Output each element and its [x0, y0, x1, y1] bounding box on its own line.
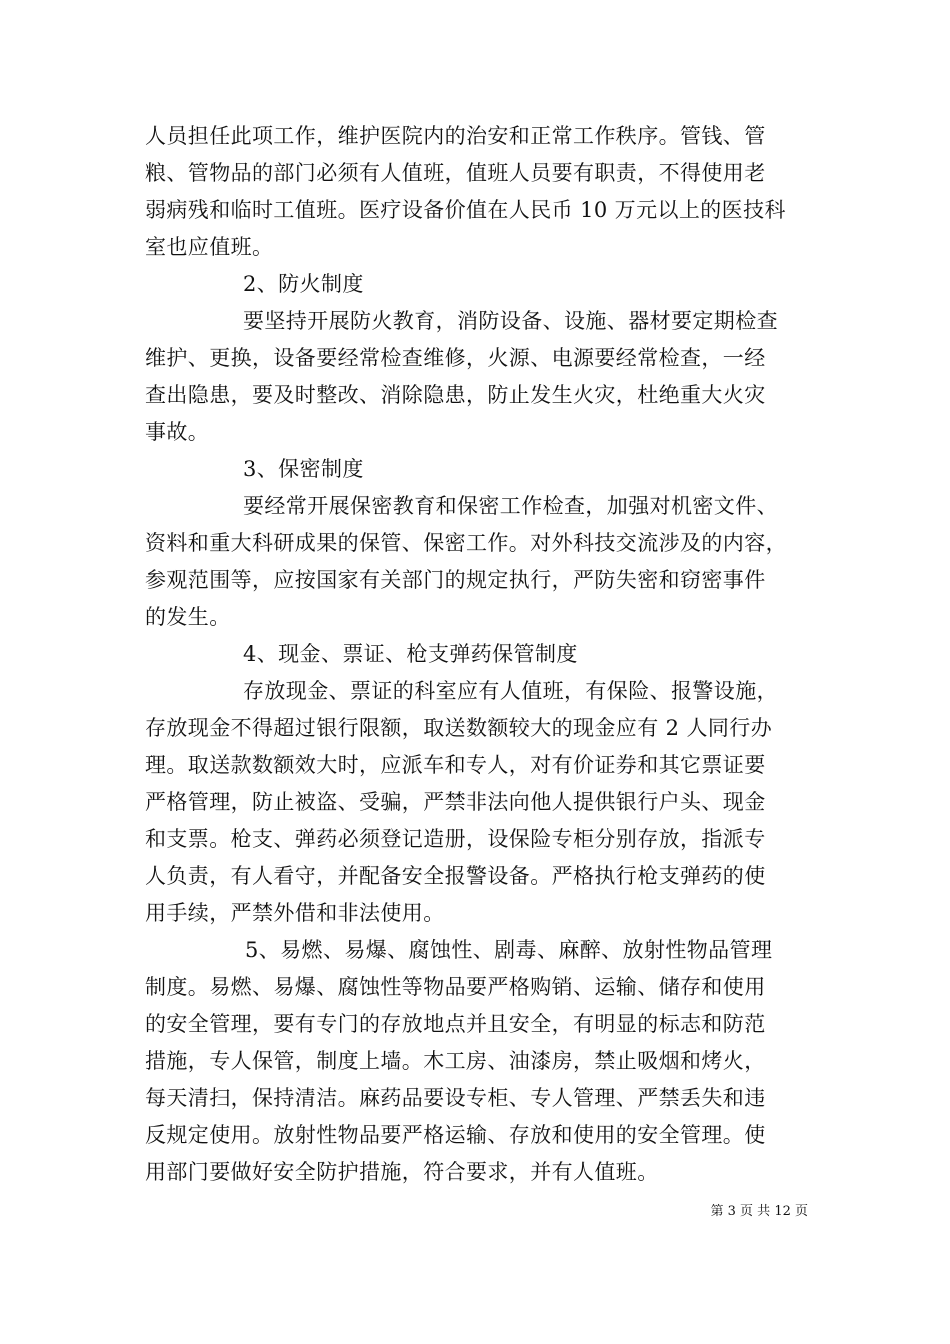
section-heading-hazardous: 5、易燃、易爆、腐蚀性、剧毒、麻醉、放射性物品管理	[245, 938, 773, 962]
body-line: 存放现金、票证的科室应有人值班，有保险、报警设施，	[243, 679, 778, 703]
body-line: 理。取送款数额效大时，应派车和专人，对有价证券和其它票证要	[145, 753, 766, 777]
body-line: 的发生。	[145, 605, 231, 629]
body-line: 事故。	[145, 420, 210, 444]
body-line: 的安全管理，要有专门的存放地点并且安全，有明显的标志和防范	[145, 1012, 766, 1036]
body-line: 每天清扫，保持清洁。麻药品要设专柜、专人管理、严禁丢失和违	[145, 1086, 766, 1110]
body-line: 粮、管物品的部门必须有人值班，值班人员要有职责，不得使用老	[145, 161, 766, 185]
body-line: 维护、更换，设备要经常检查维修，火源、电源要经常检查，一经	[145, 346, 766, 370]
body-line: 制度。易燃、易爆、腐蚀性等物品要严格购销、运输、储存和使用	[145, 975, 766, 999]
section-heading-fire: 2、防火制度	[243, 272, 364, 296]
body-line: 参观范围等，应按国家有关部门的规定执行，严防失密和窃密事件	[145, 568, 766, 592]
body-line: 资料和重大科研成果的保管、保密工作。对外科技交流涉及的内容，	[145, 531, 787, 555]
section-heading-cash: 4、现金、票证、枪支弹药保管制度	[243, 642, 578, 666]
body-line: 存放现金不得超过银行限额，取送数额较大的现金应有 2 人同行办	[145, 716, 773, 740]
body-line: 措施，专人保管，制度上墙。木工房、油漆房，禁止吸烟和烤火，	[145, 1049, 766, 1073]
body-line: 严格管理，防止被盗、受骗，严禁非法向他人提供银行户头、现金	[145, 790, 766, 814]
page-number: 第 3 页 共 12 页	[710, 1204, 808, 1219]
body-line: 室也应值班。	[145, 235, 274, 259]
section-heading-secrecy: 3、保密制度	[243, 457, 364, 481]
body-line: 人负责，有人看守，并配备安全报警设备。严格执行枪支弹药的使	[145, 864, 766, 888]
body-line: 查出隐患，要及时整改、消除隐患，防止发生火灾，杜绝重大火灾	[145, 383, 766, 407]
body-line: 要坚持开展防火教育，消防设备、设施、器材要定期检查	[243, 309, 778, 333]
body-line: 和支票。枪支、弹药必须登记造册，设保险专柜分别存放，指派专	[145, 827, 766, 851]
body-line: 用部门要做好安全防护措施，符合要求，并有人值班。	[145, 1160, 659, 1184]
body-line: 弱病残和临时工值班。医疗设备价值在人民币 10 万元以上的医技科	[145, 198, 786, 222]
body-line: 要经常开展保密教育和保密工作检查，加强对机密文件、	[243, 494, 778, 518]
body-line: 人员担任此项工作，维护医院内的治安和正常工作秩序。管钱、管	[145, 124, 766, 148]
body-line: 用手续，严禁外借和非法使用。	[145, 901, 445, 925]
body-line: 反规定使用。放射性物品要严格运输、存放和使用的安全管理。使	[145, 1123, 766, 1147]
